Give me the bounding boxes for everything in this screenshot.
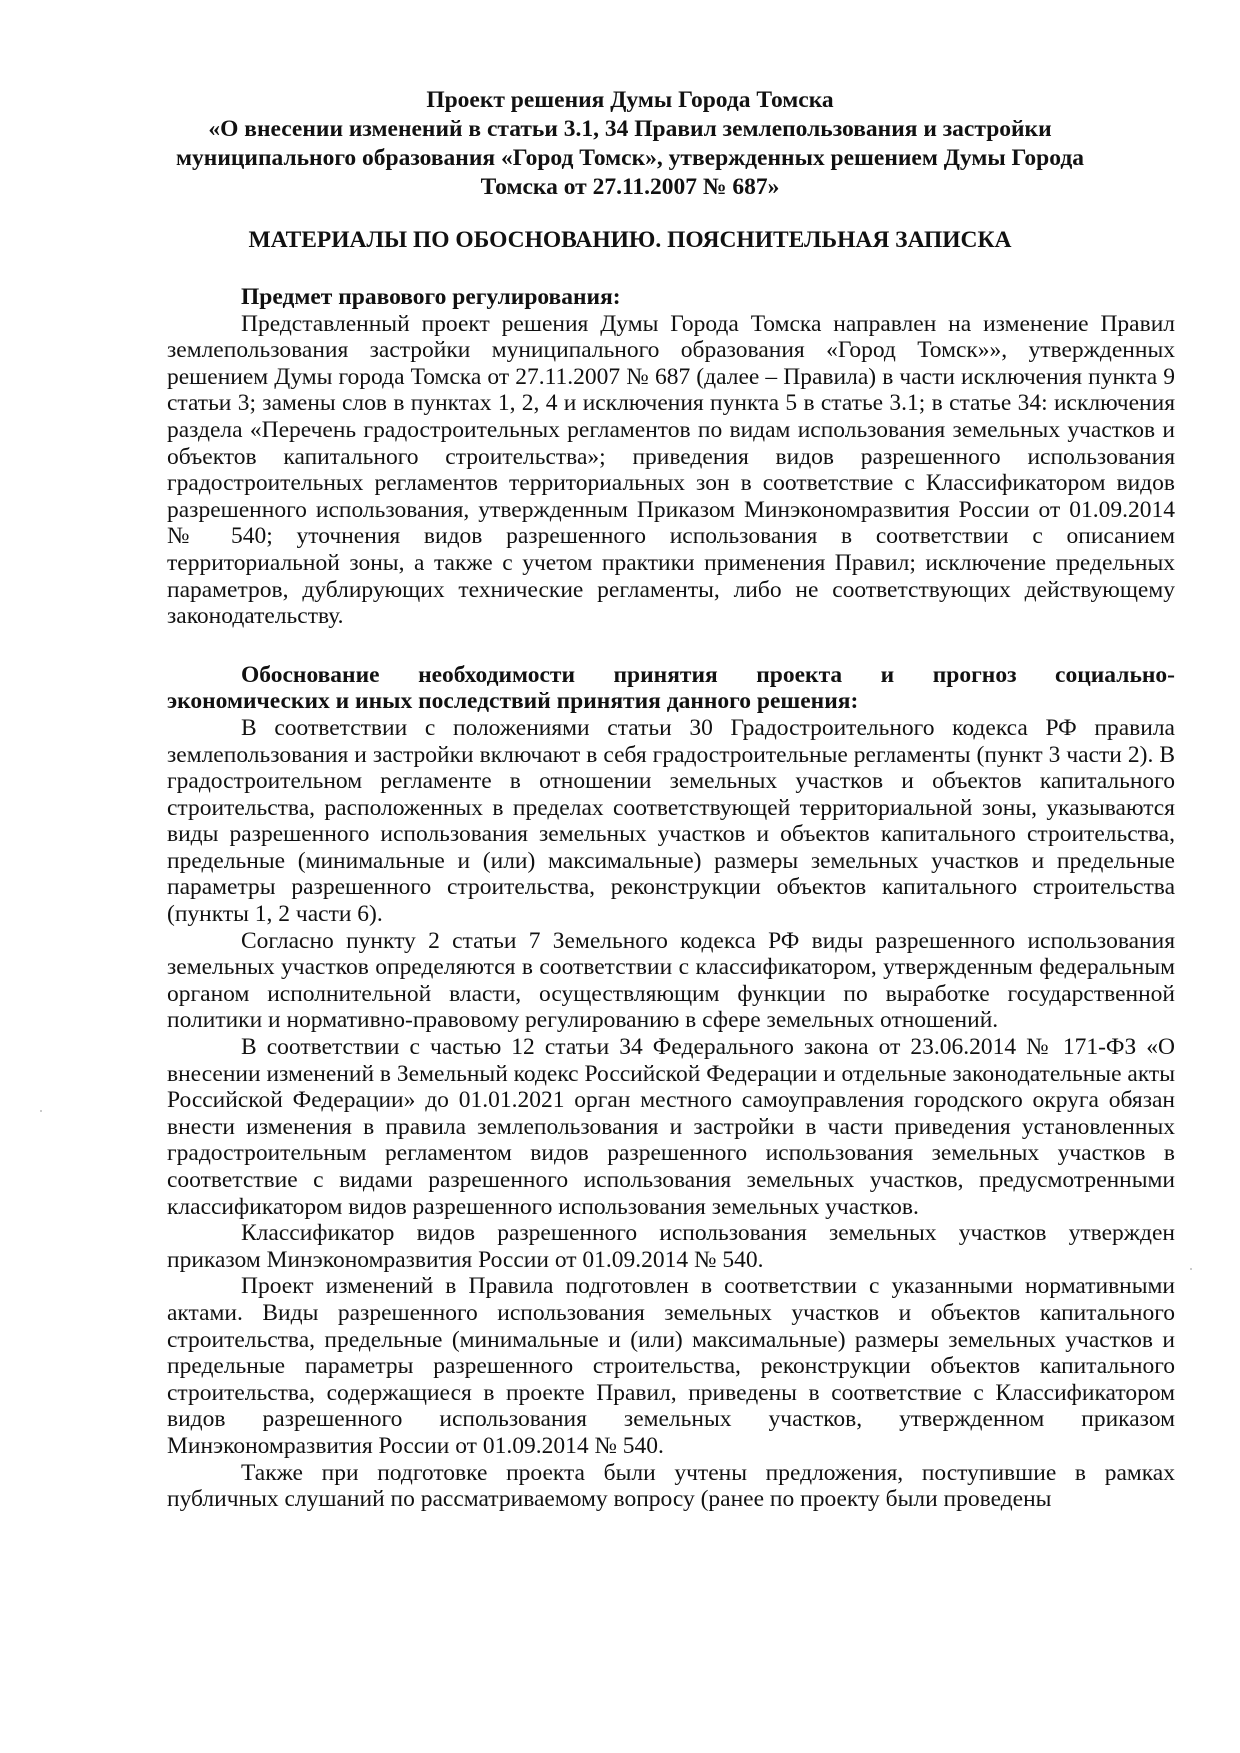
justification-heading-line: Обоснование необходимости принятия проекта и прогноз социально- bbox=[241, 661, 1175, 688]
justification-paragraph: Согласно пункту 2 статьи 7 Земельного кодекса РФ виды разрешенного использования земельных участков определяются в соответствии с классификатором, утвержденным федеральным органом исполнительной власти, осуществляющим функции по выработке государственной политики и нормативно-правовому регулированию в сфере земельных отношений. bbox=[167, 927, 1175, 1034]
justification-paragraph: В соответствии с положениями статьи 30 Градостроительного кодекса РФ правила землепользования и застройки включают в себя градостроительные регламенты (пункт 3 части 2). В градостроительном регламенте в отношении земельных участков и объектов капитального строительства, расположенных в пределах соответствующей территориальной зоны, указываются виды разрешенного использования земельных участков и объектов капитального строительства, предельные (минимальные и (или) максимальные) размеры земельных участков и предельные параметры разрешенного строительства, реконструкции объектов капитального строительства (пункты 1, 2 части 6). bbox=[167, 714, 1175, 928]
justification-paragraph: Также при подготовке проекта были учтены предложения, поступившие в рамках публичных слушаний по рассматриваемому вопросу (ранее по проекту были проведены bbox=[167, 1459, 1175, 1513]
justification-paragraph: В соответствии с частью 12 статьи 34 Федерального закона от 23.06.2014 № 171-ФЗ «О внесении изменений в Земельный кодекс Российской Федерации и отдельные законодательные акты Российской Федерации» до 01.01.2021 орган местного самоуправления городского округа обязан внести изменения в правила землепользования и застройки в части приведения установленных градостроительным регламентом видов разрешенного использования земельных участков в соответствие с видами разрешенного использования земельных участков, предусмотренными классификатором видов разрешенного использования земельных участков. bbox=[167, 1034, 1175, 1220]
section-title: МАТЕРИАЛЫ ПО ОБОСНОВАНИЮ. ПОЯСНИТЕЛЬНАЯ ЗАПИСКА bbox=[248, 227, 1012, 253]
subject-heading: Предмет правового регулирования: bbox=[241, 284, 621, 310]
scan-speck bbox=[1190, 1268, 1192, 1270]
justification-paragraph: Проект изменений в Правила подготовлен в соответствии с указанными нормативными актами. Виды разрешенного использования земельных участков и объектов капитального строительства, предельные (минимальные и (или) максимальные) размеры земельных участков и предельные параметры разрешенного строительства, реконструкции объектов капитального строительства, содержащиеся в проекте Правил, приведены в соответствие с Классификатором видов разрешенного использования земельных участков, утвержденном приказом Минэкономразвития России от 01.09.2014 № 540. bbox=[167, 1273, 1175, 1459]
justification-paragraph: Классификатор видов разрешенного использования земельных участков утвержден приказом Минэкономразвития России от 01.09.2014 № 540. bbox=[167, 1220, 1175, 1273]
justification-heading-line: экономических и иных последствий принятия данного решения: bbox=[167, 688, 859, 715]
title-line: муниципального образования «Город Томск», утвержденных решением Думы Города bbox=[176, 145, 1084, 171]
subject-paragraph: Представленный проект решения Думы Города Томска направлен на изменение Правил землепользования застройки муниципального образования «Город Томск»», утвержденных решением Думы города Томска от 27.11.2007 № 687 (далее – Правила) в части исключения пункта 9 статьи 3; замены слов в пунктах 1, 2, 4 и исключения пункта 5 в статье 3.1; в статье 34: исключения раздела «Перечень градостроительных регламентов по видам использования земельных участков и объектов капитального строительства»; приведения видов разрешенного использования градостроительных регламентов территориальных зон в соответствие с Классификатором видов разрешенного использования, утвержденным Приказом Минэкономразвития России от 01.09.2014 № 540; уточнения видов разрешенного использования в соответствии с описанием территориальной зоны, а также с учетом практики применения Правил; исключение предельных параметров, дублирующих технические регламенты, либо не соответствующих действующему законодательству. bbox=[167, 310, 1175, 630]
justification-heading bbox=[167, 662, 1175, 715]
title-line: «О внесении изменений в статьи 3.1, 34 Правил землепользования и застройки bbox=[208, 116, 1052, 142]
document-body bbox=[167, 284, 1175, 1513]
title-line: Проект решения Думы Города Томска bbox=[426, 87, 834, 113]
document-title bbox=[150, 86, 1110, 202]
title-line: Томска от 27.11.2007 № 687» bbox=[480, 174, 780, 200]
scan-speck bbox=[40, 1110, 42, 1112]
